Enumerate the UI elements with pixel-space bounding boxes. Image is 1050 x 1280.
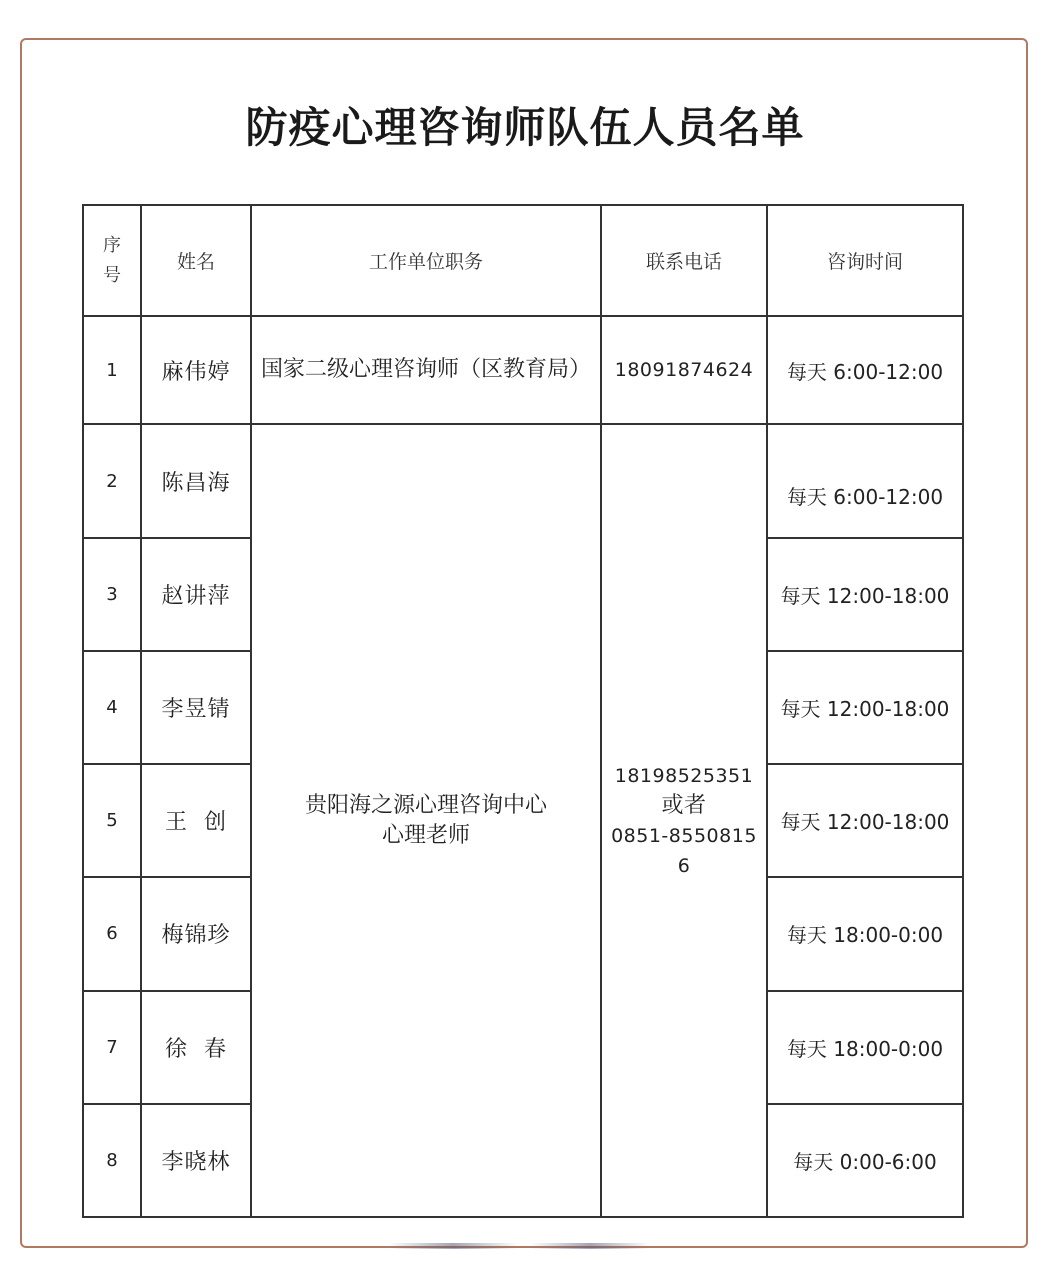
row-name: 王 创 [141,764,251,877]
row-seq: 4 [83,651,141,764]
row-name: 李晓林 [141,1104,251,1217]
row-time: 每天 6:00-12:00 [767,424,963,537]
header-seq [83,205,141,316]
row-time: 每天 18:00-0:00 [767,877,963,990]
group-phone-line4: 6 [677,854,691,877]
row-name: 赵讲萍 [141,538,251,651]
group-phone [601,424,767,1217]
row-seq: 3 [83,538,141,651]
row-time: 每天 18:00-0:00 [767,991,963,1104]
row-time: 每天 6:00-12:00 [767,316,963,424]
group-phone-line1: 18198525351 [614,764,754,787]
row-unit: 国家二级心理咨询师（区教育局） [251,316,601,424]
row-time: 每天 12:00-18:00 [767,651,963,764]
row-name: 李昱锖 [141,651,251,764]
table-row [83,316,963,424]
row-name: 徐 春 [141,991,251,1104]
row-seq: 7 [83,991,141,1104]
row-phone: 18091874624 [601,316,767,424]
header-time: 咨询时间 [767,205,963,316]
roster-table [82,204,964,1218]
group-phone-line2: 或者 [661,792,707,818]
table-row [83,424,963,537]
row-time: 每天 12:00-18:00 [767,764,963,877]
row-seq: 6 [83,877,141,990]
group-phone-line3: 0851-8550815 [611,824,757,847]
row-name: 陈昌海 [141,424,251,537]
row-seq: 1 [83,316,141,424]
row-time: 每天 12:00-18:00 [767,538,963,651]
group-unit-line1: 贵阳海之源心理咨询中心 [304,792,547,818]
header-phone: 联系电话 [601,205,767,316]
row-seq: 5 [83,764,141,877]
row-seq: 8 [83,1104,141,1217]
group-unit-line2: 心理老师 [381,822,470,848]
header-seq-label: 序 号 [103,234,121,286]
header-name: 姓名 [141,205,251,316]
row-time: 每天 0:00-6:00 [767,1104,963,1217]
row-name: 梅锦珍 [141,877,251,990]
blur-mark [530,1243,650,1249]
row-seq: 2 [83,424,141,537]
page-title: 防疫心理咨询师队伍人员名单 [245,103,805,152]
header-unit: 工作单位职务 [251,205,601,316]
table-header-row [83,205,963,316]
blur-mark [388,1243,518,1249]
row-name: 麻伟婷 [141,316,251,424]
group-unit [251,424,601,1217]
